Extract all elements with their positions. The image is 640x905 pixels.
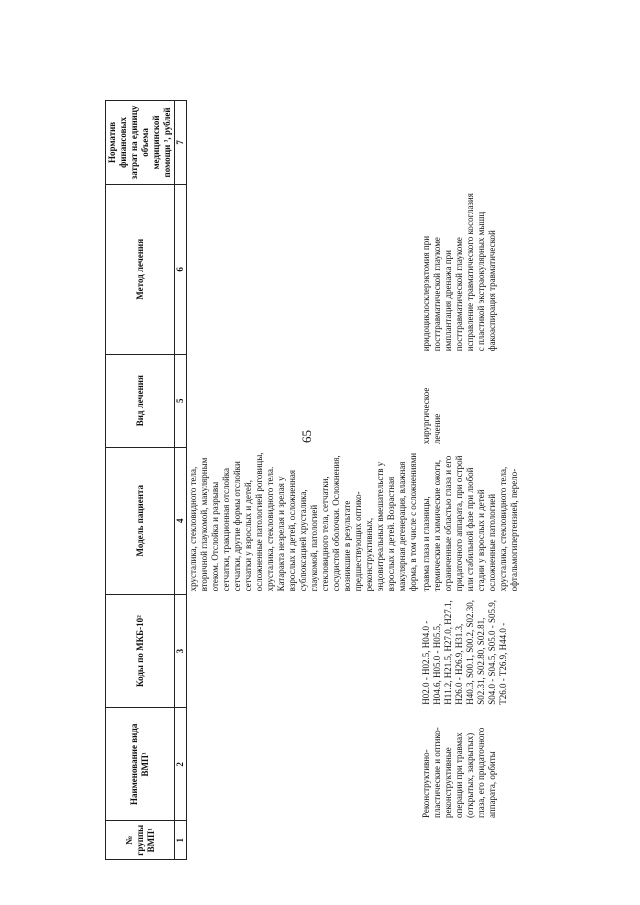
cell-empty (187, 184, 421, 354)
cell-cost-norm (420, 101, 521, 185)
header-treatment-method: Метод лечения (106, 184, 175, 354)
method-item: имплантация дренажа при посттравматической глаукоме (443, 237, 464, 352)
rotated-page (105, 60, 640, 860)
continuation-row (187, 101, 421, 860)
column-number: 6 (175, 184, 187, 354)
header-vmp-type: Наименование вида ВМП¹ (106, 708, 175, 821)
column-number: 7 (175, 101, 187, 185)
cell-empty (187, 821, 421, 860)
header-group-number: № группы ВМП¹ (106, 821, 175, 860)
cell-empty (187, 708, 421, 821)
cell-icd-codes: H02.0 - H02.5, H04.0 - H04.6, H05.0 - H05.5, H11.2, H21.5, H27.0, H27.1, H26.0 - H26.9, H31.3, H40.3, S00.1, S00.2, S02.30, S02.31, S02.80, S02.81, S04.0 - S04.5, S05.0 - S05.9, T26.0 - T26.9, H44.0 - (421, 599, 508, 705)
cell-group-number (420, 821, 521, 860)
column-number: 3 (175, 594, 187, 707)
column-number: 2 (175, 708, 187, 821)
column-number: 4 (175, 447, 187, 594)
method-item: исправление травматического косоглазия с пластикой экстраокулярных мышц (465, 193, 486, 352)
cell-empty (187, 594, 421, 707)
cell-empty (187, 354, 421, 447)
header-patient-model: Модель пациента (106, 447, 175, 594)
cell-empty (187, 101, 421, 185)
header-icd-codes: Коды по МКБ-10² (106, 594, 175, 707)
header-cost-norm: Норматив финансовых затрат на единицу объема медицинской помощи ³, рублей (106, 101, 175, 185)
page-number: 65 (299, 430, 314, 443)
method-item: иридоциклосклерэктомия при посттравматической глаукоме (421, 235, 442, 352)
cell-continuation-model: хрусталика, стекловидного тела, вторичной глаукомой, макулярным отеком. Отслойка и разрывы сетчатки, тракционная отслойка сетчатки, другие формы отслойки сетчатки у взрослых и детей, осложненные патологией роговицы, хрусталика, стекловидного тела. Катаракта незрелая и зрелая у взрослых и детей, осложненная сублюксацией хрусталика, глаукомой, патологией стекловидного тела, сетчатки, сосудистой оболочки. Осложнения, возникшие в результате предшествующих оптико-реконструктивных, эндовитреальных вмешательств у взрослых и детей. Возрастная макулярная дегенерация, влажная форма, в том числе с осложнениями (188, 452, 418, 592)
cell-patient-model: травма глаза и глазницы, термические и химические ожоги, ограниченные областью глаза и его придаточного аппарата, при острой или стабильной фазе при любой стадии у взрослых и детей осложненные патологией хрусталика, стекловидного тела, офтальмогипертензией, перело- (421, 455, 519, 592)
column-number-row (175, 101, 187, 860)
cell-treatment-methods (420, 184, 521, 354)
cell-vmp-name: Реконструктивно-пластические и оптико-реконструктивные операции при травмах (открытых, закрытых) глаза, его придаточного аппарата, орбиты (421, 727, 497, 818)
column-number: 1 (175, 821, 187, 860)
table-row (420, 101, 521, 860)
column-number: 5 (175, 354, 187, 447)
header-treatment-type: Вид лечения (106, 354, 175, 447)
method-item: факоаспирация травматической (487, 230, 497, 352)
cell-treatment-type: хирургическое лечение (421, 387, 442, 445)
vmp-table (105, 100, 521, 860)
header-row (106, 101, 175, 860)
